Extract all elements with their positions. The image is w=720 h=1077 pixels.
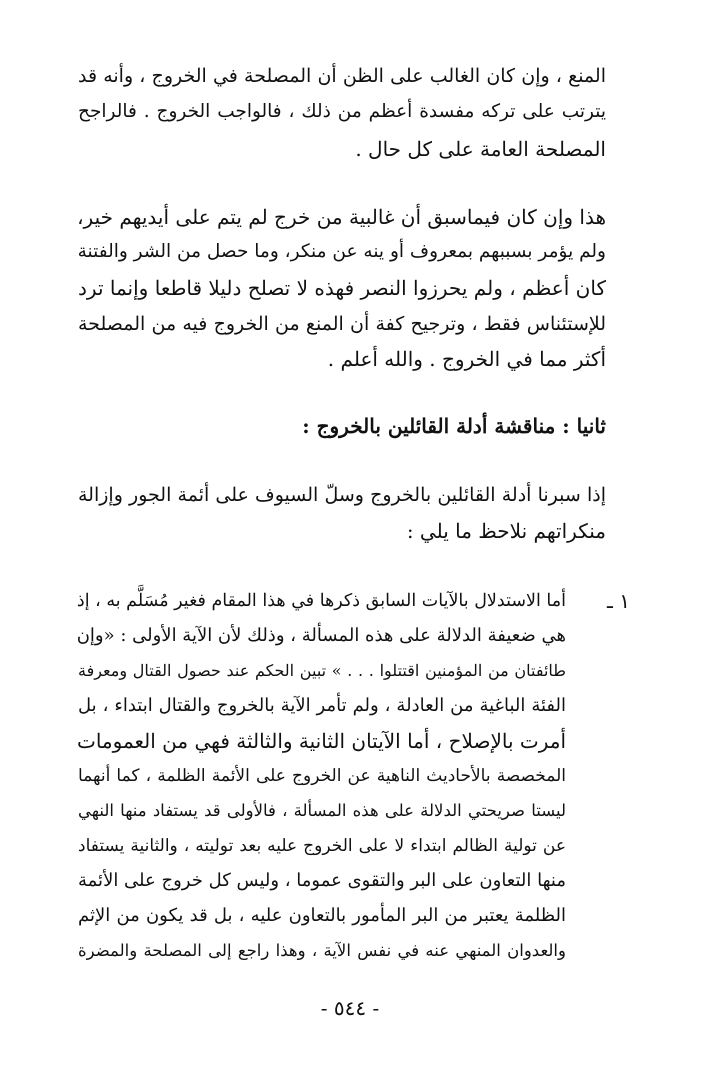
paragraph3-line: منكراتهم نلاحظ ما يلي : xyxy=(406,519,606,543)
item1-line: الظلمة يعتبر من البر المأمور بالتعاون عليه ، بل قد يكون من الإثم xyxy=(78,905,566,926)
page-number: - ٥٤٤ - xyxy=(320,996,380,1020)
item1-line: منها التعاون على البر والتقوى عموما ، وليس كل خروج على الأئمة xyxy=(78,870,566,891)
item1-line: المخصصة بالأحاديث الناهية عن الخروج على الأئمة الظلمة ، كما أنهما xyxy=(78,766,566,786)
paragraph2-line: ولم يؤمر بسببهم بمعروف أو ينه عن منكر، وما حصل من الشر والفتنة xyxy=(77,241,606,262)
item1-line: أمرت بالإصلاح ، أما الآيتان الثانية والثالثة فهي من العمومات xyxy=(76,729,566,753)
paragraph2-line: هذا وإن كان فيماسبق أن غالبية من خرج لم يتم على أيديهم خير، xyxy=(77,205,606,229)
item1-line: طائفتان من المؤمنين اقتتلوا . . . » تبين الحكم عند حصول القتال ومعرفة xyxy=(78,661,566,680)
item1-line: هي ضعيفة الدلالة على هذه المسألة ، وذلك لأن الآية الأولى : «وإن xyxy=(76,625,566,646)
item1-line: عن تولية الظالم ابتداء لا على الخروج عليه بعد توليته ، والثانية يستفاد xyxy=(78,836,566,856)
item1-line: الفئة الباغية من العادلة ، ولم تأمر الآية بالخروج والقتال ابتداء ، بل xyxy=(78,695,566,716)
paragraph3-line: إذا سبرنا أدلة القائلين بالخروج وسلّ السيوف على أئمة الجور وإزالة xyxy=(78,484,606,506)
paragraph2-line: كان أعظم ، ولم يحرزوا النصر فهذه لا تصلح دليلا قاطعا وإنما ترد xyxy=(78,276,606,300)
paragraph1-line: المنع ، وإن كان الغالب على الظن أن المصلحة في الخروج ، وأنه قد xyxy=(78,65,606,87)
item1-line: والعدوان المنهي عنه في نفس الآية ، وهذا راجع إلى المصلحة والمضرة xyxy=(78,941,566,960)
paragraph2-line: أكثر مما في الخروج . والله أعلم . xyxy=(327,347,606,371)
paragraph1-line: المصلحة العامة على كل حال . xyxy=(355,137,606,161)
paragraph2-line: للإستئناس فقط ، وترجيح كفة أن المنع من الخروج فيه من المصلحة xyxy=(78,313,606,335)
item-number: ١ ـ xyxy=(607,589,630,613)
item1-line: ليستا صريحتي الدلالة على هذه المسألة ، فالأولى قد يستفاد منها النهي xyxy=(78,801,566,820)
paragraph1-line: يترتب على تركه مفسدة أعظم من ذلك ، فالواجب الخروج . فالراجح xyxy=(78,101,606,122)
item1-line: أما الاستدلال بالآيات السابق ذكرها في هذا المقام فغير مُسَلَّم به ، إذ xyxy=(76,591,566,611)
section-heading: ثانيا : مناقشة أدلة القائلين بالخروج : xyxy=(302,414,606,438)
